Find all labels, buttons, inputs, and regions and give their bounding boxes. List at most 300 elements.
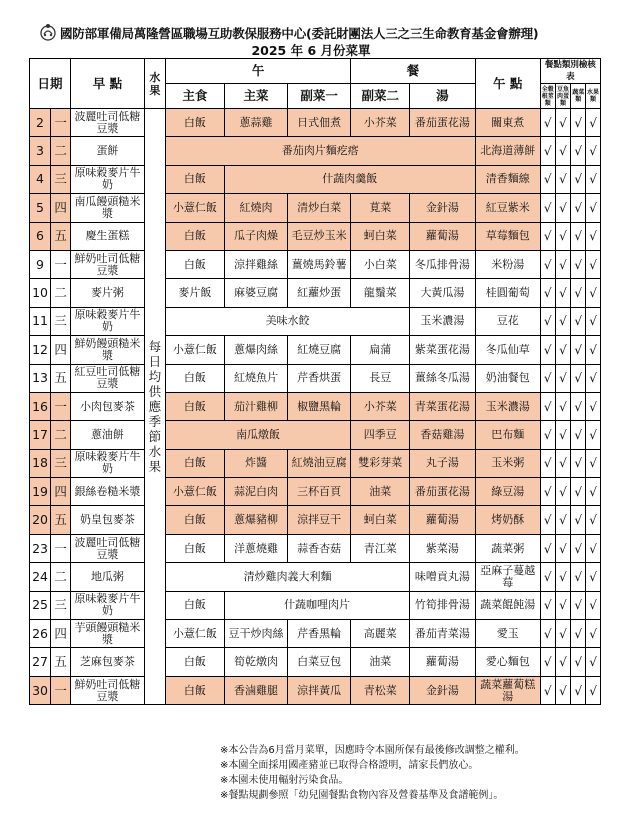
staple-cell: 白飯: [165, 449, 224, 477]
day-cell: 20: [30, 506, 51, 534]
note-line: ※本公告為6月當月菜單，因應時令本園所保有最後修改調整之權利。: [220, 745, 525, 756]
weekday-cell: 五: [51, 222, 71, 250]
soup-cell: 竹筍排骨湯: [410, 591, 475, 619]
breakfast-cell: 慶生蛋糕: [71, 222, 145, 250]
check-mark-protein: √: [555, 620, 571, 648]
day-cell: 2: [30, 109, 51, 137]
combined-lunch-cell: 美味水餃: [165, 307, 409, 335]
weekday-cell: 四: [51, 336, 71, 364]
day-cell: 6: [30, 222, 51, 250]
check-mark-vegetable: √: [571, 506, 586, 534]
day-cell: 4: [30, 165, 51, 193]
day-cell: 18: [30, 449, 51, 477]
fruit-note-cell: 每日均供應季節水果: [144, 109, 165, 705]
side1-cell: 紅燒豆腐: [288, 336, 351, 364]
check-mark-fruit: √: [586, 506, 601, 534]
check-mark-protein: √: [555, 194, 571, 222]
snack-cell: 玉米濃湯: [475, 392, 540, 420]
check-mark-vegetable: √: [571, 648, 586, 676]
check-mark-vegetable: √: [571, 165, 586, 193]
check-mark-grains: √: [540, 620, 555, 648]
menu-row: [30, 563, 601, 591]
check-mark-protein: √: [555, 165, 571, 193]
menu-row: [30, 222, 601, 250]
check-mark-fruit: √: [586, 137, 601, 165]
header-check-fruit: 水果類: [586, 84, 601, 109]
snack-cell: 關東煮: [475, 109, 540, 137]
check-mark-grains: √: [540, 336, 555, 364]
check-mark-protein: √: [555, 307, 571, 335]
staple-cell: 白飯: [165, 165, 224, 193]
breakfast-cell: 紅豆吐司低糖豆漿: [71, 364, 145, 392]
staple-cell: 白飯: [165, 676, 224, 704]
check-mark-fruit: √: [586, 194, 601, 222]
soup-cell: 玉米濃湯: [410, 307, 475, 335]
side2-cell: 小芥菜: [351, 392, 410, 420]
breakfast-cell: 波麗吐司低糖豆漿: [71, 534, 145, 562]
check-mark-vegetable: √: [571, 250, 586, 278]
soup-cell: 冬瓜排骨湯: [410, 250, 475, 278]
day-cell: 16: [30, 392, 51, 420]
check-mark-grains: √: [540, 648, 555, 676]
side1-cell: 芹香黑輪: [288, 620, 351, 648]
weekday-cell: 一: [51, 534, 71, 562]
snack-cell: 亞麻子蔓越莓: [475, 563, 540, 591]
check-mark-fruit: √: [586, 620, 601, 648]
check-mark-protein: √: [555, 648, 571, 676]
menu-row: [30, 534, 601, 562]
breakfast-cell: 蛋餅: [71, 137, 145, 165]
soup-cell: 番茄蛋花湯: [410, 109, 475, 137]
main-dish-cell: 豆干炒肉絲: [224, 620, 287, 648]
breakfast-cell: 芋頭饅頭糙米漿: [71, 620, 145, 648]
check-mark-vegetable: √: [571, 534, 586, 562]
side1-cell: 紅蘿炒蛋: [288, 279, 351, 307]
header-side1: 副菜一: [288, 84, 351, 109]
check-mark-vegetable: √: [571, 421, 586, 449]
check-mark-vegetable: √: [571, 449, 586, 477]
side1-cell: 涼拌黃瓜: [288, 676, 351, 704]
weekday-cell: 一: [51, 676, 71, 704]
main-dish-cell: 香滷雞腿: [224, 676, 287, 704]
snack-cell: 北海道薄餅: [475, 137, 540, 165]
staple-cell: 小薏仁飯: [165, 478, 224, 506]
check-mark-vegetable: √: [571, 478, 586, 506]
weekday-cell: 三: [51, 165, 71, 193]
day-cell: 24: [30, 563, 51, 591]
weekday-cell: 四: [51, 194, 71, 222]
check-mark-fruit: √: [586, 222, 601, 250]
breakfast-cell: 原味穀麥片牛奶: [71, 165, 145, 193]
main-dish-cell: 蔥爆豬柳: [224, 506, 287, 534]
soup-cell: 金針湯: [410, 676, 475, 704]
combined-lunch-cell: 清炒雞肉義大利麵: [165, 563, 409, 591]
header-check-grains: 全穀根莖類: [541, 85, 554, 107]
check-mark-grains: √: [540, 165, 555, 193]
check-mark-grains: √: [540, 307, 555, 335]
weekday-cell: 一: [51, 392, 71, 420]
check-mark-protein: √: [555, 109, 571, 137]
breakfast-cell: 麥片粥: [71, 279, 145, 307]
check-mark-fruit: √: [586, 563, 601, 591]
side2-cell: 油菜: [351, 648, 410, 676]
check-mark-fruit: √: [586, 307, 601, 335]
check-mark-fruit: √: [586, 392, 601, 420]
weekday-cell: 三: [51, 449, 71, 477]
check-mark-protein: √: [555, 392, 571, 420]
snack-cell: 奶油餐包: [475, 364, 540, 392]
header-check-vegetable: 蔬菜類: [571, 84, 586, 109]
note-line: ※本園未使用輻射污染食品。: [220, 775, 349, 786]
side1-cell: 涼拌豆干: [288, 506, 351, 534]
page-title: 國防部軍備局萬隆營區職場互助教保服務中心(委託財團法人三之三生命教育基金會辦理): [60, 26, 539, 41]
menu-row: [30, 137, 601, 165]
check-mark-vegetable: √: [571, 279, 586, 307]
day-cell: 19: [30, 478, 51, 506]
check-mark-protein: √: [555, 563, 571, 591]
day-cell: 10: [30, 279, 51, 307]
check-mark-protein: √: [555, 364, 571, 392]
header-side2: 副菜二: [351, 84, 410, 109]
soup-cell: 蘿蔔湯: [410, 506, 475, 534]
side2-cell: 蚵白菜: [351, 506, 410, 534]
day-cell: 5: [30, 194, 51, 222]
snack-cell: 豆花: [475, 307, 540, 335]
snack-cell: 蔬菜餛飩湯: [475, 591, 540, 619]
snack-cell: 玉米粥: [475, 449, 540, 477]
main-dish-cell: 紅燒肉: [224, 194, 287, 222]
day-cell: 23: [30, 534, 51, 562]
staple-cell: 小薏仁飯: [165, 620, 224, 648]
side2-cell: 扁蒲: [351, 336, 410, 364]
snack-cell: 愛心麵包: [475, 648, 540, 676]
breakfast-cell: 鮮奶吐司低糖豆漿: [71, 250, 145, 278]
check-mark-grains: √: [540, 194, 555, 222]
check-mark-fruit: √: [586, 165, 601, 193]
header-date: 日期: [30, 59, 71, 109]
breakfast-cell: 小肉包麥茶: [71, 392, 145, 420]
day-cell: 25: [30, 591, 51, 619]
breakfast-cell: 原味穀麥片牛奶: [71, 591, 145, 619]
weekday-cell: 二: [51, 137, 71, 165]
staple-cell: 白飯: [165, 364, 224, 392]
breakfast-cell: 奶皇包麥茶: [71, 506, 145, 534]
side1-cell: 日式佃煮: [288, 109, 351, 137]
snack-cell: 清香麵線: [475, 165, 540, 193]
check-mark-vegetable: √: [571, 336, 586, 364]
check-mark-vegetable: √: [571, 364, 586, 392]
snack-cell: 愛玉: [475, 620, 540, 648]
weekday-cell: 一: [51, 250, 71, 278]
combined-lunch-cell: 什蔬肉羹飯: [224, 165, 475, 193]
snack-cell: 蔬菜粥: [475, 534, 540, 562]
day-cell: 3: [30, 137, 51, 165]
soup-cell: 金針湯: [410, 194, 475, 222]
menu-row: [30, 194, 601, 222]
check-mark-fruit: √: [586, 648, 601, 676]
soup-cell: 番茄蛋花湯: [410, 478, 475, 506]
weekday-cell: 五: [51, 648, 71, 676]
check-mark-grains: √: [540, 506, 555, 534]
side1-cell: 三杯百頁: [288, 478, 351, 506]
weekday-cell: 五: [51, 364, 71, 392]
page-header: [0, 0, 622, 60]
soup-cell: 紫菜蛋花湯: [410, 336, 475, 364]
side1-cell: 紅燒油豆腐: [288, 449, 351, 477]
staple-cell: 小薏仁飯: [165, 336, 224, 364]
check-mark-grains: √: [540, 591, 555, 619]
check-mark-vegetable: √: [571, 392, 586, 420]
breakfast-cell: 鮮奶吐司低糖豆漿: [71, 676, 145, 704]
main-dish-cell: 筍乾燉肉: [224, 648, 287, 676]
main-dish-cell: 茄汁雞柳: [224, 392, 287, 420]
check-mark-protein: √: [555, 137, 571, 165]
check-mark-grains: √: [540, 421, 555, 449]
menu-row: [30, 676, 601, 704]
header-check-title: 餐點類別檢核表: [540, 59, 600, 84]
check-mark-protein: √: [555, 250, 571, 278]
check-mark-protein: √: [555, 222, 571, 250]
weekday-cell: 二: [51, 563, 71, 591]
menu-row: [30, 364, 601, 392]
snack-cell: 草莓麵包: [475, 222, 540, 250]
menu-row: [30, 620, 601, 648]
day-cell: 9: [30, 250, 51, 278]
check-mark-vegetable: √: [571, 591, 586, 619]
staple-cell: 白飯: [165, 648, 224, 676]
menu-row: [30, 506, 601, 534]
side1-cell: 毛豆炒玉米: [288, 222, 351, 250]
day-cell: 30: [30, 676, 51, 704]
check-mark-vegetable: √: [571, 563, 586, 591]
menu-row: [30, 591, 601, 619]
header-check-protein: 豆魚肉蛋類: [556, 85, 569, 107]
side2-cell: 小白菜: [351, 250, 410, 278]
menu-row: [30, 250, 601, 278]
check-mark-fruit: √: [586, 591, 601, 619]
check-mark-protein: √: [555, 506, 571, 534]
day-cell: 13: [30, 364, 51, 392]
check-mark-protein: √: [555, 478, 571, 506]
menu-table-body: [30, 109, 601, 705]
check-mark-protein: √: [555, 279, 571, 307]
menu-row: [30, 478, 601, 506]
breakfast-cell: 銀絲卷糙米漿: [71, 478, 145, 506]
weekday-cell: 三: [51, 591, 71, 619]
soup-cell: 丸子湯: [410, 449, 475, 477]
menu-row: [30, 648, 601, 676]
check-mark-protein: √: [555, 591, 571, 619]
header-lunch-left: 午: [165, 59, 350, 84]
soup-cell: 紫菜湯: [410, 534, 475, 562]
menu-month-subtitle: 2025 年 6 月份菜單: [251, 43, 371, 58]
staple-cell: 白飯: [165, 392, 224, 420]
day-cell: 26: [30, 620, 51, 648]
breakfast-cell: 原味穀麥片牛奶: [71, 307, 145, 335]
side2-cell: 高麗菜: [351, 620, 410, 648]
weekday-cell: 二: [51, 279, 71, 307]
snack-cell: 紅豆紫米: [475, 194, 540, 222]
snack-cell: 巴布麵: [475, 421, 540, 449]
soup-cell: 香菇雞湯: [410, 421, 475, 449]
menu-row: [30, 279, 601, 307]
check-mark-grains: √: [540, 478, 555, 506]
check-mark-protein: √: [555, 336, 571, 364]
check-mark-protein: √: [555, 676, 571, 704]
snack-cell: 米粉湯: [475, 250, 540, 278]
main-dish-cell: 炸醬: [224, 449, 287, 477]
side2-cell: 青松菜: [351, 676, 410, 704]
day-cell: 17: [30, 421, 51, 449]
menu-row: [30, 307, 601, 335]
side2-cell: 油菜: [351, 478, 410, 506]
weekday-cell: 四: [51, 620, 71, 648]
soup-cell: 大黃瓜湯: [410, 279, 475, 307]
check-mark-grains: √: [540, 109, 555, 137]
check-mark-grains: √: [540, 137, 555, 165]
main-dish-cell: 麻婆豆腐: [224, 279, 287, 307]
check-mark-grains: √: [540, 279, 555, 307]
check-mark-grains: √: [540, 449, 555, 477]
menu-row: [30, 109, 601, 137]
breakfast-cell: 蔥油餅: [71, 421, 145, 449]
day-cell: 12: [30, 336, 51, 364]
menu-row: [30, 336, 601, 364]
check-mark-fruit: √: [586, 364, 601, 392]
breakfast-cell: 地瓜粥: [71, 563, 145, 591]
weekday-cell: 五: [51, 506, 71, 534]
staple-cell: 白飯: [165, 591, 224, 619]
header-main: 主菜: [224, 84, 287, 109]
header-soup: 湯: [410, 84, 475, 109]
main-dish-cell: 瓜子肉燥: [224, 222, 287, 250]
check-mark-fruit: √: [586, 676, 601, 704]
combined-lunch-cell: 什蔬咖哩肉片: [224, 591, 409, 619]
staple-cell: 白飯: [165, 506, 224, 534]
check-mark-fruit: √: [586, 478, 601, 506]
main-dish-cell: 涼拌雞絲: [224, 250, 287, 278]
header-fruit: 水果: [144, 59, 165, 109]
staple-cell: 麥片飯: [165, 279, 224, 307]
menu-table: [29, 58, 601, 705]
soup-cell: 蘿蔔湯: [410, 222, 475, 250]
check-mark-grains: √: [540, 364, 555, 392]
snack-cell: 綠豆湯: [475, 478, 540, 506]
staple-cell: 白飯: [165, 109, 224, 137]
check-mark-fruit: √: [586, 534, 601, 562]
check-mark-protein: √: [555, 421, 571, 449]
main-dish-cell: 紅燒魚片: [224, 364, 287, 392]
soup-cell: 味噌貢丸湯: [410, 563, 475, 591]
check-mark-fruit: √: [586, 109, 601, 137]
soup-cell: 蘿蔔湯: [410, 648, 475, 676]
check-mark-grains: √: [540, 250, 555, 278]
menu-row: [30, 421, 601, 449]
breakfast-cell: 原味穀麥片牛奶: [71, 449, 145, 477]
soup-cell: 薑絲冬瓜湯: [410, 364, 475, 392]
snack-cell: 烤奶酥: [475, 506, 540, 534]
combined-lunch-cell: 南瓜燉飯: [165, 421, 350, 449]
check-mark-protein: √: [555, 449, 571, 477]
side2-cell: 莧菜: [351, 194, 410, 222]
check-mark-vegetable: √: [571, 194, 586, 222]
staple-cell: 白飯: [165, 222, 224, 250]
menu-row: [30, 165, 601, 193]
weekday-cell: 一: [51, 109, 71, 137]
header-snack: 午 點: [475, 59, 540, 109]
side2-cell: 雙彩芽菜: [351, 449, 410, 477]
check-mark-vegetable: √: [571, 137, 586, 165]
check-mark-fruit: √: [586, 336, 601, 364]
check-mark-grains: √: [540, 676, 555, 704]
breakfast-cell: 芝麻包麥茶: [71, 648, 145, 676]
check-mark-fruit: √: [586, 421, 601, 449]
side2-cell: 長豆: [351, 364, 410, 392]
menu-row: [30, 392, 601, 420]
note-line: ※餐點規劃參照「幼兒園餐點食物內容及營養基準及食譜範例」。: [220, 790, 504, 801]
side1-cell: 蒜香杏菇: [288, 534, 351, 562]
weekday-cell: 四: [51, 478, 71, 506]
weekday-cell: 三: [51, 307, 71, 335]
foundation-logo-icon: [38, 22, 58, 42]
check-mark-fruit: √: [586, 250, 601, 278]
side2-cell: 蚵白菜: [351, 222, 410, 250]
breakfast-cell: 南瓜饅頭糙米漿: [71, 194, 145, 222]
check-mark-grains: √: [540, 222, 555, 250]
staple-cell: 小薏仁飯: [165, 194, 224, 222]
weekday-cell: 二: [51, 421, 71, 449]
main-dish-cell: 蔥爆肉絲: [224, 336, 287, 364]
main-dish-cell: 蔥蒜雞: [224, 109, 287, 137]
soup-cell: 青菜蛋花湯: [410, 392, 475, 420]
header-breakfast: 早 點: [71, 59, 145, 109]
side1-cell: 芹香烘蛋: [288, 364, 351, 392]
check-mark-vegetable: √: [571, 307, 586, 335]
day-cell: 11: [30, 307, 51, 335]
note-line: ※本園全面採用國產豬並已取得合格證明，請家長們放心。: [220, 760, 479, 771]
staple-cell: 白飯: [165, 250, 224, 278]
menu-row: [30, 449, 601, 477]
soup-cell: 番茄青菜湯: [410, 620, 475, 648]
day-cell: 27: [30, 648, 51, 676]
check-mark-vegetable: √: [571, 222, 586, 250]
header-staple: 主食: [165, 84, 224, 109]
side2-cell: 龍鬚菜: [351, 279, 410, 307]
breakfast-cell: 波麗吐司低糖豆漿: [71, 109, 145, 137]
notes: [220, 743, 620, 803]
check-mark-grains: √: [540, 534, 555, 562]
snack-cell: 桂圓葡萄: [475, 279, 540, 307]
snack-cell: 蔬菜蘿蔔糕湯: [475, 676, 540, 704]
main-dish-cell: 洋蔥燒雞: [224, 534, 287, 562]
side1-cell: 薑燒馬鈴薯: [288, 250, 351, 278]
header-lunch-right: 餐: [351, 59, 475, 84]
side2-cell: 小芥菜: [351, 109, 410, 137]
check-mark-vegetable: √: [571, 620, 586, 648]
snack-cell: 冬瓜仙草: [475, 336, 540, 364]
staple-cell: 白飯: [165, 534, 224, 562]
check-mark-grains: √: [540, 563, 555, 591]
check-mark-protein: √: [555, 534, 571, 562]
side2-cell: 青江菜: [351, 534, 410, 562]
check-mark-fruit: √: [586, 449, 601, 477]
side1-cell: 清炒白菜: [288, 194, 351, 222]
main-dish-cell: 蒜泥白肉: [224, 478, 287, 506]
side1-cell: 椒鹽黑輪: [288, 392, 351, 420]
side2-cell: 四季豆: [351, 421, 410, 449]
side1-cell: 白菜豆包: [288, 648, 351, 676]
check-mark-fruit: √: [586, 279, 601, 307]
